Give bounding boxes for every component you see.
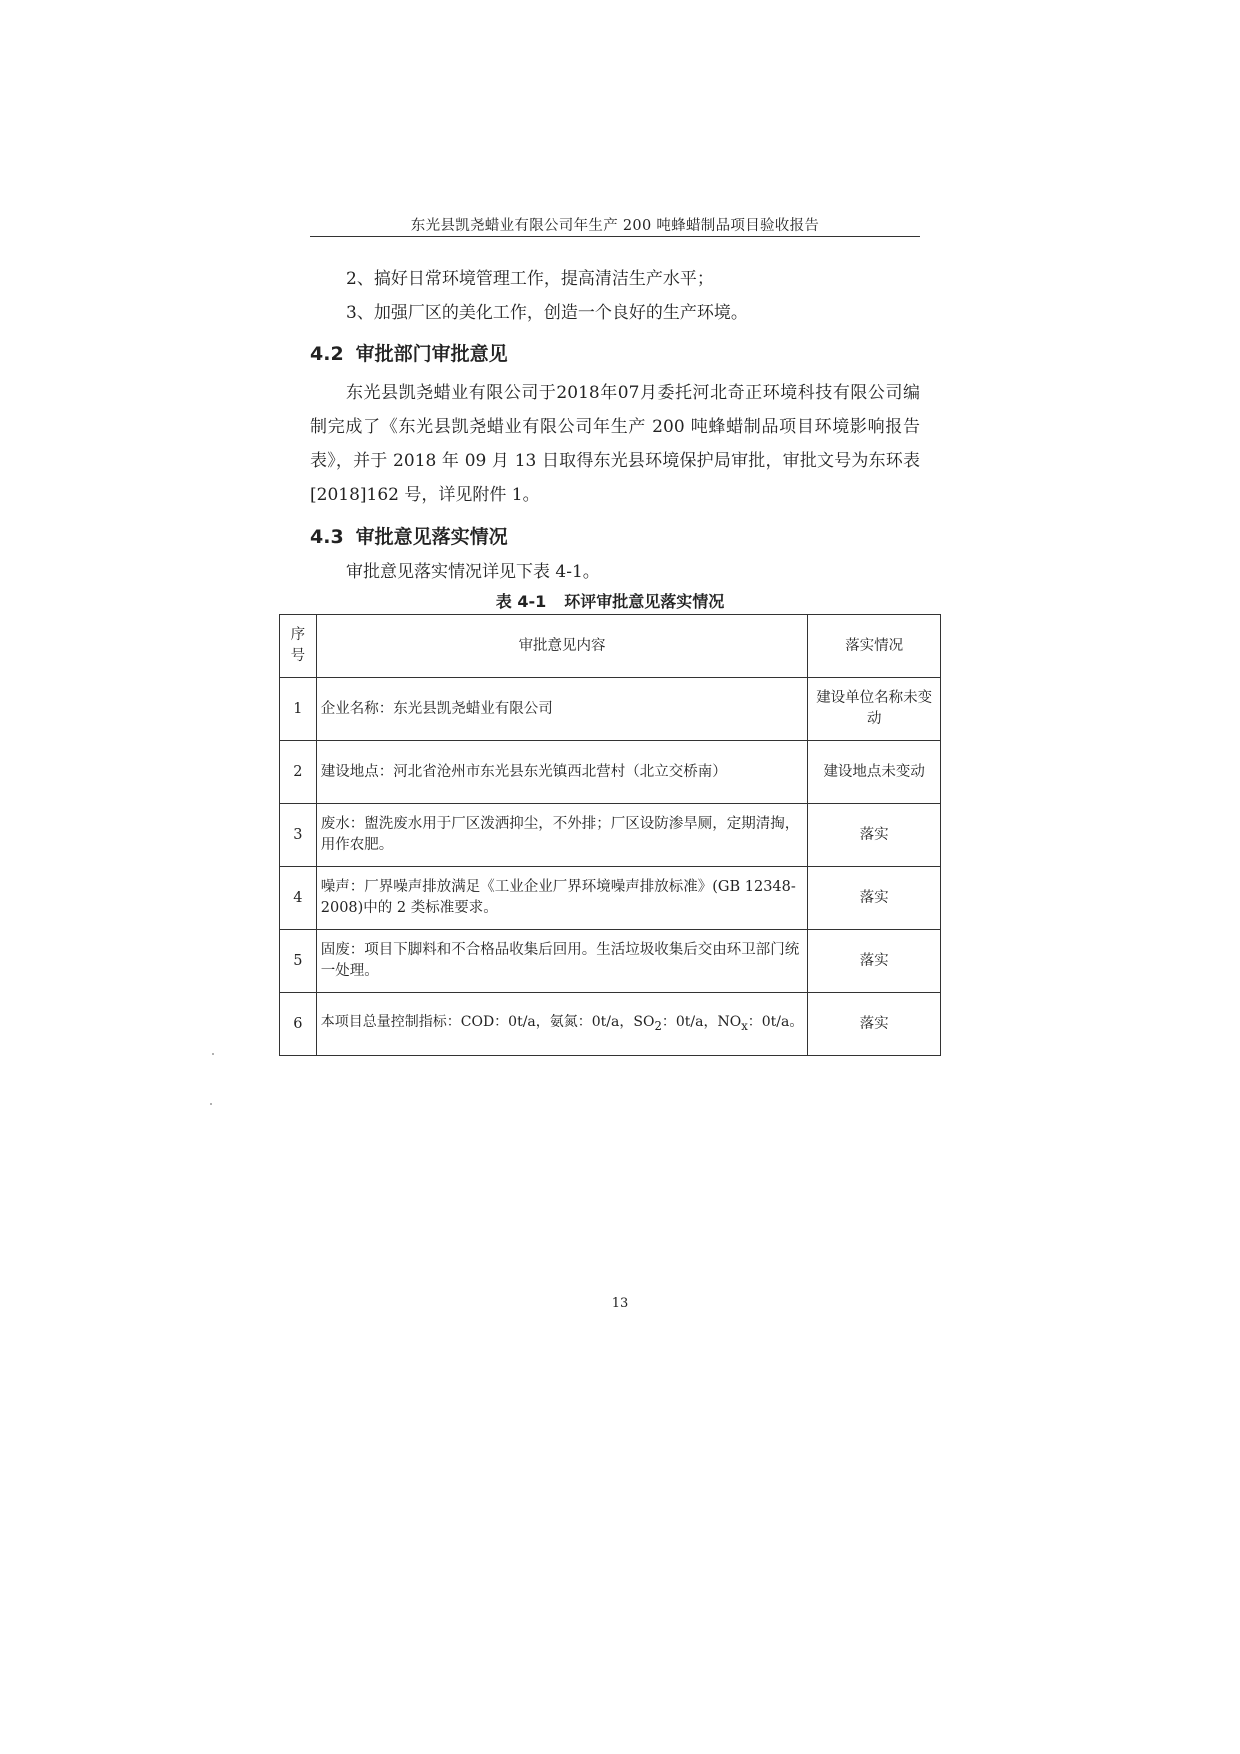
nox-subscript: x <box>741 1018 748 1033</box>
row-no: 2 <box>280 741 317 804</box>
table-row <box>280 930 941 993</box>
header-cell-status: 落实情况 <box>808 615 941 678</box>
row-content <box>316 993 808 1056</box>
section-heading-4-3 <box>310 522 508 549</box>
row-no: 6 <box>280 993 317 1056</box>
row-status: 建设地点未变动 <box>808 741 941 804</box>
table-row <box>280 741 941 804</box>
row-no: 5 <box>280 930 317 993</box>
table-caption-title: 环评审批意见落实情况 <box>564 592 725 611</box>
row-no: 4 <box>280 867 317 930</box>
section-number: 4.2 <box>310 343 344 365</box>
list-item-3: 3、加强厂区的美化工作，创造一个良好的生产环境。 <box>346 303 748 323</box>
document-header: 东光县凯尧蜡业有限公司年生产 200 吨蜂蜡制品项目验收报告 <box>410 218 820 234</box>
table-caption-number: 表 4-1 <box>495 592 547 611</box>
header-cell-content: 审批意见内容 <box>316 615 808 678</box>
section-title: 审批意见落实情况 <box>355 526 508 548</box>
row-content: 废水：盥洗废水用于厂区泼洒抑尘，不外排；厂区设防渗旱厕，定期清掏，用作农肥。 <box>316 804 808 867</box>
section-heading-4-2 <box>310 339 508 366</box>
table-caption <box>280 589 940 612</box>
row-no: 1 <box>280 678 317 741</box>
row-content-text: ：0t/a，NO <box>661 1013 742 1030</box>
row-content: 噪声：厂界噪声排放满足《工业企业厂界环境噪声排放标准》(GB 12348-2008)中的 2 类标准要求。 <box>316 867 808 930</box>
row-status: 落实 <box>808 993 941 1056</box>
section-4-3-body: 审批意见落实情况详见下表 4-1。 <box>346 562 600 582</box>
row-content: 企业名称：东光县凯尧蜡业有限公司 <box>316 678 808 741</box>
row-status: 落实 <box>808 930 941 993</box>
scan-speck <box>210 1103 212 1105</box>
list-item-2: 2、搞好日常环境管理工作，提高清洁生产水平； <box>346 269 714 289</box>
so2-subscript: 2 <box>654 1018 662 1033</box>
row-no: 3 <box>280 804 317 867</box>
row-content-text: ：0t/a。 <box>747 1013 804 1030</box>
row-status: 落实 <box>808 867 941 930</box>
section-4-2-body: 东光县凯尧蜡业有限公司于2018年07月委托河北奇正环境科技有限公司编制完成了《东光县凯尧蜡业有限公司年生产 200 吨蜂蜡制品项目环境影响报告表》，并于 2018 年 09 月 13 日取得东光县环境保护局审批，审批文号为东环表[2018]162 号，详见附件 1。 <box>310 383 920 505</box>
row-content-text: 本项目总量控制指标：COD：0t/a，氨氮：0t/a，SO <box>320 1013 655 1030</box>
scan-speck <box>212 1053 214 1055</box>
table-row <box>280 867 941 930</box>
table-row <box>280 678 941 741</box>
row-content: 固废：项目下脚料和不合格品收集后回用。生活垃圾收集后交由环卫部门统一处理。 <box>316 930 808 993</box>
section-title: 审批部门审批意见 <box>355 343 508 365</box>
header-cell-no: 序号 <box>280 615 317 678</box>
row-status: 建设单位名称未变动 <box>808 678 941 741</box>
page-number: 13 <box>611 1296 629 1311</box>
table-row <box>280 993 941 1056</box>
section-number: 4.3 <box>310 526 344 548</box>
table-row <box>280 804 941 867</box>
approval-table <box>279 614 941 1056</box>
header-divider <box>310 236 920 237</box>
table-header-row <box>280 615 941 678</box>
row-status: 落实 <box>808 804 941 867</box>
row-content: 建设地点：河北省沧州市东光县东光镇西北营村（北立交桥南） <box>316 741 808 804</box>
